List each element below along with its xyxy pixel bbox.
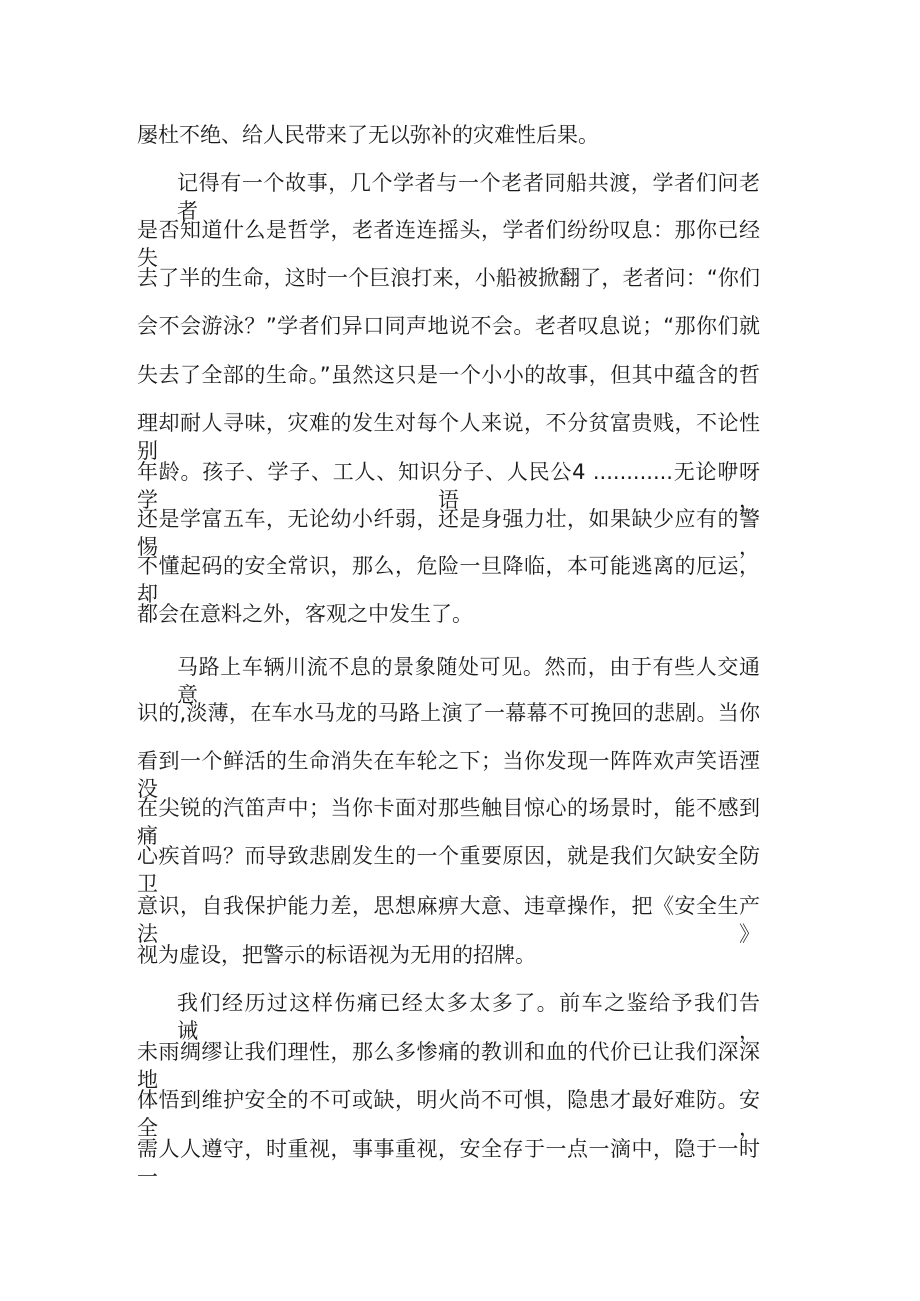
text-line: 意识，自我保护能力差，思想麻痹大意、违章操作，把《安全生产法》 <box>137 894 760 946</box>
text-line: 年龄。孩子、学子、工人、知识分子、人民公4 ............无论咿呀学语， <box>137 460 760 512</box>
text-line: 都会在意料之外，客观之中发生了。 <box>137 602 473 626</box>
text-line: 马路上车辆川流不息的景象随处可见。然而，由于有些人交通意 <box>177 655 760 707</box>
text-line: 理却耐人寻味，灾难的发生对每个人来说，不分贫富贵贱，不论性别 <box>137 411 760 463</box>
text-line: 在尖锐的汽笛声中；当你卡面对那些触目惊心的场景时，能不感到痛 <box>137 796 760 848</box>
text-line: 还是学富五车，无论幼小纤弱，还是身强力壮，如果缺少应有的警惕， <box>137 507 760 559</box>
text-line: 体悟到维护安全的不可或缺，明火尚不可惧，隐患才最好难防。安全， <box>137 1088 760 1140</box>
text-line: 看到一个鲜活的生命消失在车轮之下；当你发现一阵阵欢声笑语湮没 <box>137 749 760 801</box>
text-line: 失去了全部的生命。”虽然这只是一个小小的故事，但其中蕴含的哲 <box>137 363 760 387</box>
text-line: 识的,淡薄，在车水马龙的马路上演了一幕幕不可挽回的悲剧。当你 <box>137 701 760 725</box>
text-line: 屡杜不绝、给人民带来了无以弥补的灾难性后果。 <box>137 123 599 147</box>
text-line: 需人人遵守，时重视，事事重视，安全存于一点一滴中，隐于一时一 <box>137 1137 760 1189</box>
text-line: 心疾首吗？而导致悲剧发生的一个重要原因，就是我们欠缺安全防卫 <box>137 844 760 896</box>
text-line: 视为虚设，把警示的标语视为无用的招牌。 <box>137 943 536 967</box>
text-line: 未雨绸缪让我们理性，那么多惨痛的教训和血的代价已让我们深深地 <box>137 1040 760 1092</box>
text-line: 我们经历过这样伤痛已经太多太多了。前车之鉴给予我们告诫， <box>177 991 760 1043</box>
text-line: 记得有一个故事，几个学者与一个老者同船共渡，学者们问老者 <box>177 171 760 223</box>
text-line: 是否知道什么是哲学，老者连连摇头，学者们纷纷叹息：那你已经失 <box>137 218 760 270</box>
text-line: 会不会游泳？”学者们异口同声地说不会。老者叹息说；“那你们就 <box>137 314 760 338</box>
text-line: 去了半的生命，这时一个巨浪打来，小船被掀翻了，老者问：“你们 <box>137 266 760 290</box>
text-line: 不懂起码的安全常识，那么，危险一旦降临，本可能逃离的厄运，却 <box>137 554 760 606</box>
